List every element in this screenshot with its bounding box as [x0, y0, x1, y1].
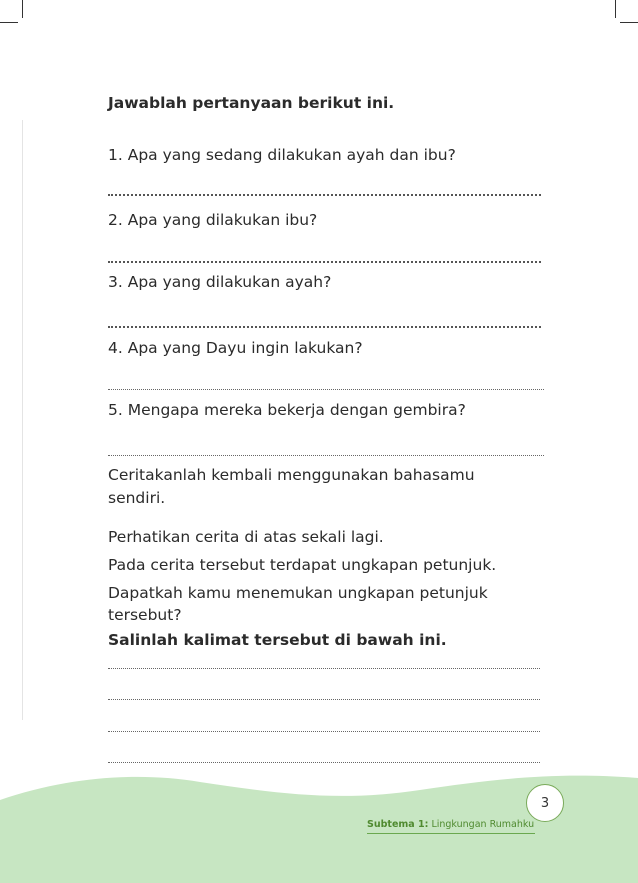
subtema-label: Subtema 1:: [367, 819, 429, 830]
subtema-caption: [367, 819, 534, 830]
page-number: 3: [540, 795, 550, 811]
question-5: 5. Mengapa mereka bekerja dengan gembira?: [108, 401, 466, 419]
subtema-underline: [367, 833, 535, 834]
crop-mark: [22, 0, 23, 18]
copy-line-2[interactable]: [108, 699, 540, 700]
page-number-badge: [526, 784, 564, 822]
crop-mark: [620, 22, 638, 23]
paragraph-line-2: Pada cerita tersebut terdapat ungkapan petunjuk.: [108, 556, 497, 574]
answer-line-2[interactable]: [108, 261, 541, 263]
crop-mark: [0, 22, 18, 23]
page-edge: [22, 120, 23, 720]
question-1: 1. Apa yang sedang dilakukan ayah dan ibu?: [108, 146, 456, 164]
answer-line-5[interactable]: [108, 455, 544, 456]
retell-line-1: Ceritakanlah kembali menggunakan bahasamu: [108, 466, 475, 484]
paragraph-line-1: Perhatikan cerita di atas sekali lagi.: [108, 528, 384, 546]
copy-line-4[interactable]: [108, 762, 540, 763]
answer-line-4[interactable]: [108, 389, 544, 390]
paragraph-line-3: Dapatkah kamu menemukan ungkapan petunjuk: [108, 584, 488, 602]
question-3: 3. Apa yang dilakukan ayah?: [108, 273, 332, 291]
copy-line-1[interactable]: [108, 668, 540, 669]
question-4: 4. Apa yang Dayu ingin lakukan?: [108, 339, 363, 357]
retell-line-2: sendiri.: [108, 489, 166, 507]
copy-line-3[interactable]: [108, 731, 540, 732]
copy-instruction: Salinlah kalimat tersebut di bawah ini.: [108, 631, 447, 649]
answer-line-1[interactable]: [108, 194, 541, 196]
paragraph-line-4: tersebut?: [108, 606, 182, 624]
subtema-name: Lingkungan Rumahku: [428, 819, 535, 830]
crop-mark: [615, 0, 616, 18]
instruction-title: Jawablah pertanyaan berikut ini.: [108, 94, 395, 112]
question-2: 2. Apa yang dilakukan ibu?: [108, 211, 318, 229]
answer-line-3[interactable]: [108, 326, 541, 328]
